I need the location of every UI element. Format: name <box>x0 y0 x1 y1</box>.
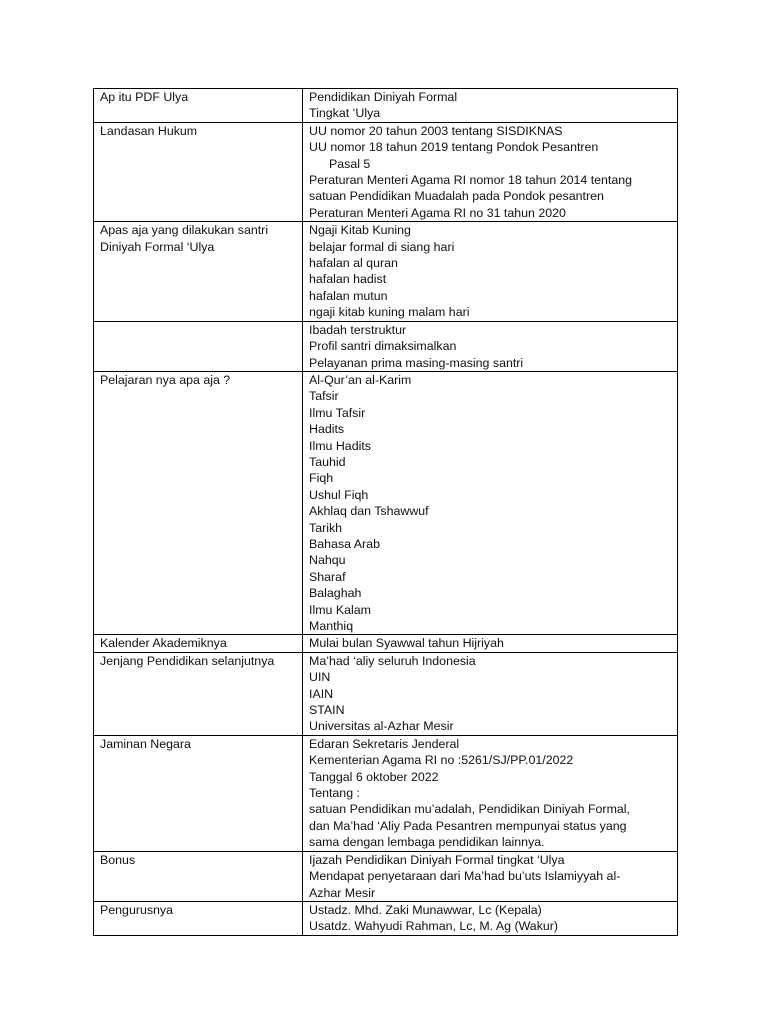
row-content-line: Ibadah terstruktur <box>309 322 407 337</box>
row-label: Ap itu PDF Ulya <box>100 90 189 104</box>
row-content-line: Ilmu Hadits <box>309 438 371 453</box>
table-row <box>94 222 678 321</box>
row-content-line: Ngaji Kitab Kuning <box>309 223 411 238</box>
row-content-cell <box>303 652 678 735</box>
row-content-line: Tauhid <box>309 454 346 469</box>
row-content-line: Peraturan Menteri Agama RI nomor 18 tahun 2014 tentang <box>309 173 633 188</box>
row-label-cell <box>94 122 303 221</box>
row-content-line: Pelayanan prima masing-masing santri <box>309 355 524 370</box>
row-label: Kalender Akademiknya <box>100 636 227 651</box>
table-row <box>94 901 678 935</box>
row-label-cell <box>94 371 303 635</box>
table-row <box>94 371 678 635</box>
row-content-line: satuan Pendidikan Muadalah pada Pondok pesantren <box>309 189 604 204</box>
row-content-cell <box>303 735 678 851</box>
row-content-line: Pendidikan Diniyah Formal <box>309 90 458 104</box>
row-content-line: Sharaf <box>309 569 346 584</box>
row-label: Apas aja yang dilakukan santri <box>100 223 269 238</box>
row-content-line: ngaji kitab kuning malam hari <box>309 305 470 320</box>
row-label: Pengurusnya <box>100 902 174 917</box>
row-label: Bonus <box>100 852 136 867</box>
row-content-line: Manthiq <box>309 619 354 633</box>
table-row <box>94 851 678 901</box>
table-row <box>94 321 678 371</box>
row-content-line: Tarikh <box>309 520 343 535</box>
row-content-line: UIN <box>309 670 331 685</box>
table-row <box>94 89 678 123</box>
row-content-line: Azhar Mesir <box>309 885 376 900</box>
row-content-line: Kementerian Agama RI no :5261/SJ/PP.01/2022 <box>309 753 574 768</box>
row-content-line: Ushul Fiqh <box>309 487 369 502</box>
row-label: Landasan Hukum <box>100 123 198 138</box>
table-row <box>94 635 678 652</box>
row-content-cell <box>303 321 678 371</box>
row-content-cell <box>303 371 678 635</box>
row-content-line: hafalan mutun <box>309 288 388 303</box>
row-content-line: Ijazah Pendidikan Diniyah Formal tingkat ‘Ulya <box>309 852 565 867</box>
row-label-cell <box>94 89 303 123</box>
row-content-line: belajar formal di siang hari <box>309 239 455 254</box>
row-label-cell <box>94 652 303 735</box>
row-content-line: Balaghah <box>309 586 362 601</box>
row-content-line: satuan Pendidikan mu’adalah, Pendidikan Diniyah Formal, <box>309 802 630 817</box>
row-content-line: sama dengan lembaga pendidikan lainnya. <box>309 835 545 850</box>
row-content-line: Mendapat penyetaraan dari Ma’had bu’uts Islamiyyah al- <box>309 869 621 884</box>
row-label-cell <box>94 901 303 935</box>
row-content-cell <box>303 222 678 321</box>
row-content-line: Ustadz. Mhd. Zaki Munawwar, Lc (Kepala) <box>309 902 542 917</box>
row-content-line: Bahasa Arab <box>309 536 380 551</box>
row-label: Jenjang Pendidikan selanjutnya <box>100 653 275 668</box>
row-content-line: Mulai bulan Syawwal tahun Hijriyah <box>309 636 504 651</box>
row-content-line: Peraturan Menteri Agama RI no 31 tahun 2020 <box>309 205 566 220</box>
row-label: Diniyah Formal ‘Ulya <box>100 239 215 254</box>
row-content-line: Profil santri dimaksimalkan <box>309 339 457 354</box>
row-content-line: UU nomor 18 tahun 2019 tentang Pondok Pesantren <box>309 140 599 155</box>
table-row <box>94 652 678 735</box>
row-content-line: IAIN <box>309 686 334 701</box>
row-label: Pelajaran nya apa aja ? <box>100 372 231 387</box>
row-content-cell <box>303 851 678 901</box>
row-content-line: STAIN <box>309 703 345 718</box>
row-label-cell <box>94 222 303 321</box>
row-content-line: hafalan al quran <box>309 256 398 271</box>
row-content-line: Tanggal 6 oktober 2022 <box>309 769 439 784</box>
row-content-line: Tentang : <box>309 786 360 801</box>
row-content-line: hafalan hadist <box>309 272 387 287</box>
row-content-line: Usatdz. Wahyudi Rahman, Lc, M. Ag (Wakur) <box>309 919 559 934</box>
row-content-cell <box>303 901 678 935</box>
row-label-cell <box>94 735 303 851</box>
row-content-line: Ilmu Tafsir <box>309 405 366 420</box>
row-label-cell <box>94 851 303 901</box>
row-content-line: Tingkat ‘Ulya <box>309 106 381 121</box>
row-content-line: Universitas al-Azhar Mesir <box>309 719 454 734</box>
row-content-line: Ma’had ‘aliy seluruh Indonesia <box>309 653 476 668</box>
row-content-line: Al-Qur’an al-Karim <box>309 372 412 387</box>
row-content-line: UU nomor 20 tahun 2003 tentang SISDIKNAS <box>309 123 563 138</box>
row-content-line: Edaran Sekretaris Jenderal <box>309 736 460 751</box>
row-label-cell <box>94 635 303 652</box>
row-content-line: Pasal 5 <box>329 156 371 171</box>
row-content-line: Hadits <box>309 422 345 437</box>
row-label-cell <box>94 321 303 371</box>
info-table <box>93 88 678 936</box>
row-content-line: Ilmu Kalam <box>309 602 371 617</box>
table-row <box>94 735 678 851</box>
row-content-cell <box>303 89 678 123</box>
row-label: Jaminan Negara <box>100 736 191 751</box>
table-row <box>94 122 678 221</box>
row-content-line: Nahqu <box>309 553 346 568</box>
row-content-line: dan Ma’had ‘Aliy Pada Pesantren mempunyai status yang <box>309 818 627 833</box>
row-content-line: Fiqh <box>309 471 334 486</box>
row-content-cell <box>303 122 678 221</box>
row-content-line: Akhlaq dan Tshawwuf <box>309 504 429 519</box>
row-content-line: Tafsir <box>309 389 339 404</box>
row-content-cell <box>303 635 678 652</box>
